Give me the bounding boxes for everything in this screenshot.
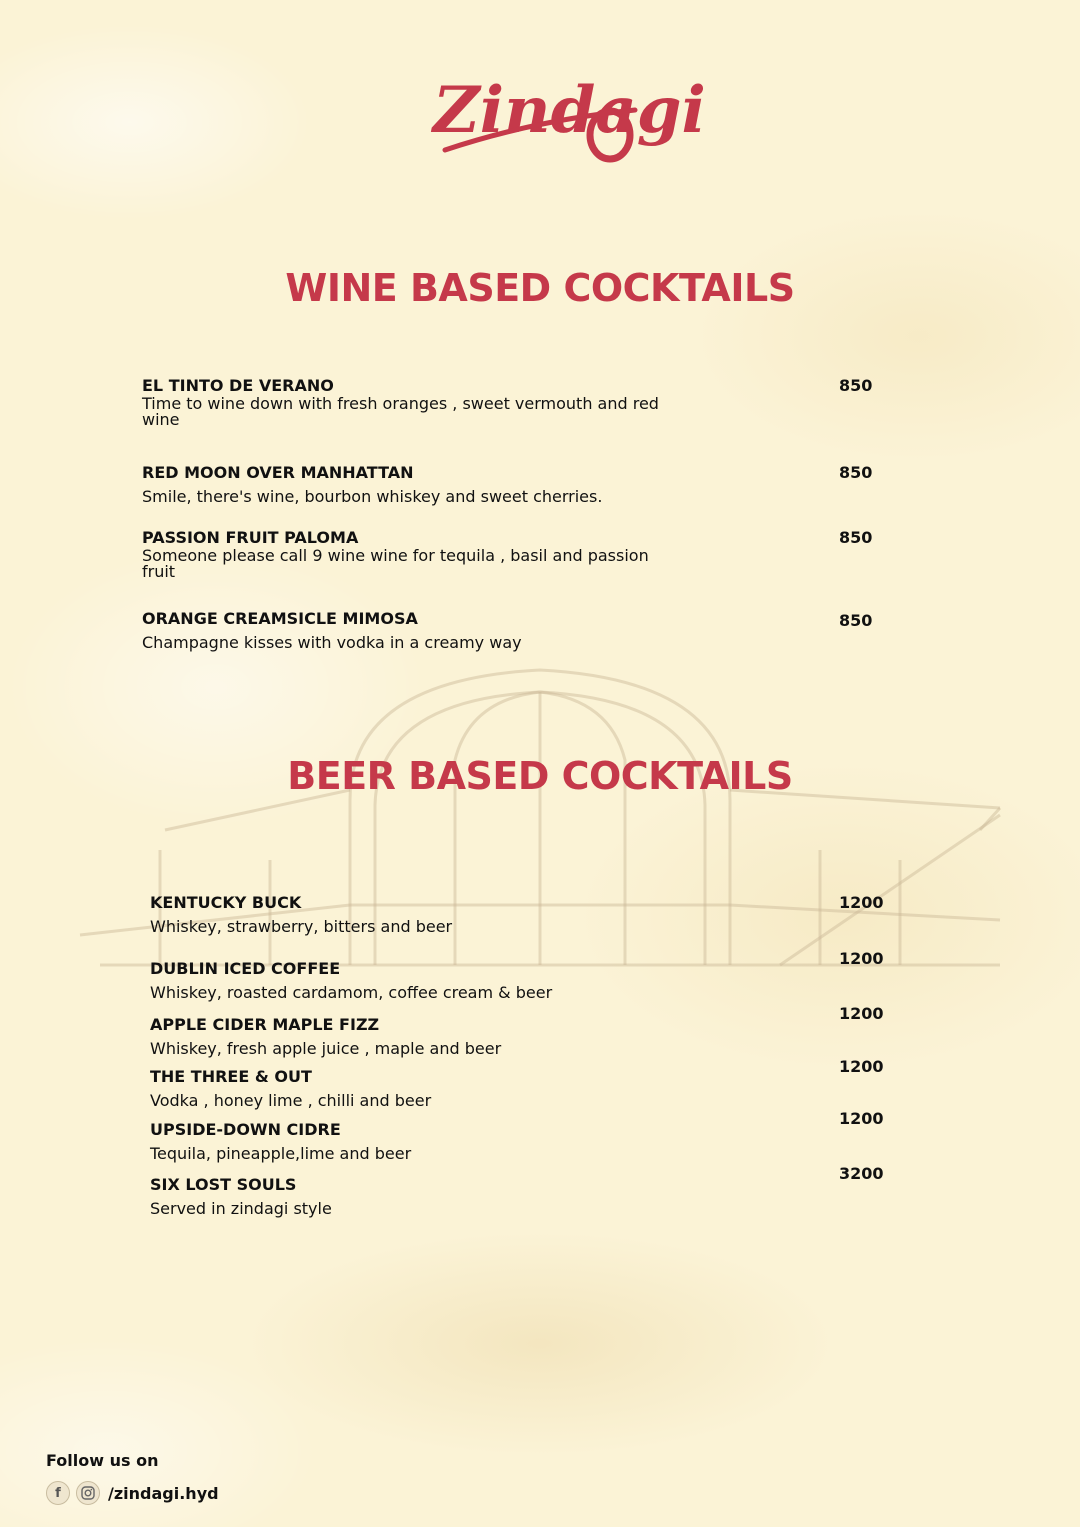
item-price: 850 (839, 528, 873, 547)
item-desc: Smile, there's wine, bourbon whiskey and sweet cherries. (142, 487, 603, 506)
item-desc: Whiskey, roasted cardamom, coffee cream & beer (150, 983, 553, 1002)
item-desc: Someone please call 9 wine wine for tequila , basil and passion fruit (142, 546, 649, 581)
item-desc: Tequila, pineapple,lime and beer (150, 1144, 412, 1163)
instagram-icon[interactable] (76, 1481, 100, 1505)
item-desc: Whiskey, fresh apple juice , maple and beer (150, 1039, 502, 1058)
item-name: ORANGE CREAMSICLE MIMOSA (142, 609, 418, 628)
beer-section-title: BEER BASED COCKTAILS (287, 754, 793, 798)
follow-label: Follow us on (46, 1451, 159, 1470)
item-name: SIX LOST SOULS (150, 1175, 297, 1194)
menu-item (142, 376, 662, 428)
item-price: 1200 (839, 1004, 884, 1023)
menu-item (142, 609, 702, 651)
menu-item (150, 1120, 710, 1162)
item-name: RED MOON OVER MANHATTAN (142, 463, 414, 482)
item-price: 850 (839, 463, 873, 482)
social-links (46, 1481, 219, 1505)
menu-item (142, 528, 682, 580)
menu-item (150, 1015, 710, 1057)
social-handle[interactable]: /zindagi.hyd (108, 1483, 219, 1503)
item-name: EL TINTO DE VERANO (142, 376, 334, 395)
item-name: THE THREE & OUT (150, 1067, 312, 1086)
item-desc: Vodka , honey lime , chilli and beer (150, 1091, 432, 1110)
item-price: 850 (839, 611, 873, 630)
menu-item (150, 1067, 710, 1109)
item-desc: Champagne kisses with vodka in a creamy way (142, 633, 522, 652)
item-price: 1200 (839, 949, 884, 968)
item-name: DUBLIN ICED COFFEE (150, 959, 341, 978)
item-desc: Whiskey, strawberry, bitters and beer (150, 917, 453, 936)
item-name: KENTUCKY BUCK (150, 893, 302, 912)
facebook-icon[interactable]: f (46, 1481, 70, 1505)
item-price: 1200 (839, 1057, 884, 1076)
menu-item (142, 463, 662, 505)
menu-item (150, 893, 710, 935)
menu-item (150, 1175, 710, 1217)
item-price: 3200 (839, 1164, 884, 1183)
item-price: 1200 (839, 893, 884, 912)
item-desc: Time to wine down with fresh oranges , sweet vermouth and red wine (142, 394, 659, 429)
item-price: 1200 (839, 1109, 884, 1128)
item-name: UPSIDE-DOWN CIDRE (150, 1120, 341, 1139)
item-name: PASSION FRUIT PALOMA (142, 528, 359, 547)
menu-item (150, 959, 710, 1001)
item-desc: Served in zindagi style (150, 1199, 332, 1218)
instagram-glyph (81, 1486, 95, 1500)
wine-section-title: WINE BASED COCKTAILS (285, 266, 795, 310)
item-price: 850 (839, 376, 873, 395)
item-name: APPLE CIDER MAPLE FIZZ (150, 1015, 380, 1034)
svg-text:Zindagi: Zindagi (433, 73, 706, 148)
zindagi-logo (425, 40, 706, 170)
